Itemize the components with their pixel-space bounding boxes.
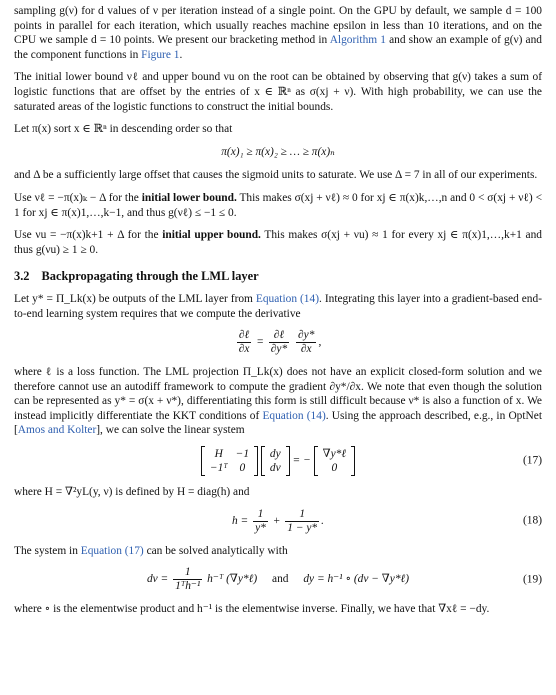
equation-14-link[interactable]: Equation (14) — [255, 292, 319, 305]
matrix-kkt: H −1 −1ᵀ 0 — [201, 446, 258, 476]
paragraph-hessian: where H = ∇²yL(y, ν) is defined by H = diag(h) and — [14, 486, 250, 499]
algorithm-link[interactable]: Algorithm 1 — [329, 34, 386, 47]
equation-number-19: (19) — [523, 573, 542, 586]
paragraph-final: where ∘ is the elementwise product and h⁻¹ is the elementwise inverse. Finally, we have that ∇xℓ = −dy. — [14, 603, 490, 616]
equation-derivative: $\frac{\text{∂ℓ}}{\partial x}$ = $\frac{\text{∂ℓ}}{\partial y*}$ $\frac{\partial y*}{\partial x}$ , — [238, 329, 322, 356]
figure-link[interactable]: Figure 1 — [141, 48, 180, 61]
equation-14-link-2[interactable]: Equation (14) — [262, 409, 326, 422]
vector-grad: ∇y*ℓ 0 — [314, 446, 355, 476]
paragraph-upper-bound: Use νu = −π(x)k+1 + Δ for the initial upper bound. This makes σ(xj + νu) ≈ 1 for every xj ∈ π(x)1,…,k+1 and thus g(νu) ≥ 1 ≥ 0. — [14, 229, 542, 256]
equation-18: h = $\frac{1}{y*}$ + $\frac{1}{1 - y*}$ . (18) — [232, 507, 542, 534]
equation-sort: π(x)₁ ≥ π(x)₂ ≥ … ≥ π(x)ₙ — [221, 145, 335, 158]
paragraph-backprop: Let y* = Π_Lk(x) be outputs of the LML layer from Equation (14). Integrating this layer into a gradient-based end-to-end learning system requires that we compute the derivative — [14, 292, 542, 320]
paper-page — [14, 0, 542, 617]
equation-19: dν = $\frac{1}{\text{1ᵀh⁻¹}}$ h⁻ᵀ (∇y*ℓ) and dy = h⁻¹ ∘ (dν − ∇y*ℓ) (19) — [146, 566, 542, 593]
equation-number-18: (18) — [523, 514, 542, 527]
section-heading: 3.2 Backpropagating through the LML layer — [14, 269, 259, 284]
paragraph-sort: Let π(x) sort x ∈ ℝⁿ in descending order so that — [14, 123, 233, 136]
equation-17: H −1 −1ᵀ 0 dy dν = − ∇y*ℓ 0 (17) — [14, 446, 542, 476]
vector-d: dy dν — [261, 446, 290, 476]
paragraph-bracketing: sampling g(ν) for d values of ν per iteration instead of a single point. On the GPU by default, we sample d = 100 points in parallel for each iteration, which usually reaches machine epsilon in less than 10 iterations, and on the CPU we sample d = 10 points. We present our bracketing method in Algorithm 1 and show an example of g(ν) and the component functions in Figure 1. — [14, 5, 542, 61]
paragraph-analytic: The system in Equation (17) can be solved analytically with — [14, 544, 288, 557]
citation-link[interactable]: Amos and Kolter — [17, 424, 97, 437]
paragraph-kkt: where ℓ is a loss function. The LML projection Π_Lk(x) does not have an explicit closed-form solution and we therefore cannot use an autodiff framework to compute the gradient ∂y*/∂x. We note that even though the solution can be represented as y* = σ(x + ν*), differentiating this form is still difficult because ν* is also a function of x. We instead implicitly differentiate the KKT conditions of Equation (14). Using the approach described, e.g., in OptNet [Amos and Kolter], we can solve the linear system — [14, 366, 542, 437]
paragraph-initial-bounds: The initial lower bound νℓ and upper bound νu on the root can be obtained by observing that g(ν) takes a sum of logistic functions that are offset by the entries of x ∈ ℝⁿ as σ(xj + ν). With high probability, we can use the saturated areas of the logistic functions to construct the initial bounds. — [14, 71, 542, 113]
paragraph-offset: and Δ be a sufficiently large offset that causes the sigmoid units to saturate. We use Δ = 7 in all of our experiments. — [14, 169, 538, 182]
equation-17-link[interactable]: Equation (17) — [80, 544, 144, 557]
paragraph-lower-bound: Use νℓ = −π(x)ₖ − Δ for the initial lower bound. This makes σ(xj + νℓ) ≈ 0 for xj ∈ π(x)k,…,n and 0 < σ(xj + νℓ) < 1 for xj ∈ π(x)1,…,k−1, and thus g(νℓ) ≤ −1 ≤ 0. — [14, 191, 542, 219]
equation-number-17: (17) — [523, 454, 542, 467]
